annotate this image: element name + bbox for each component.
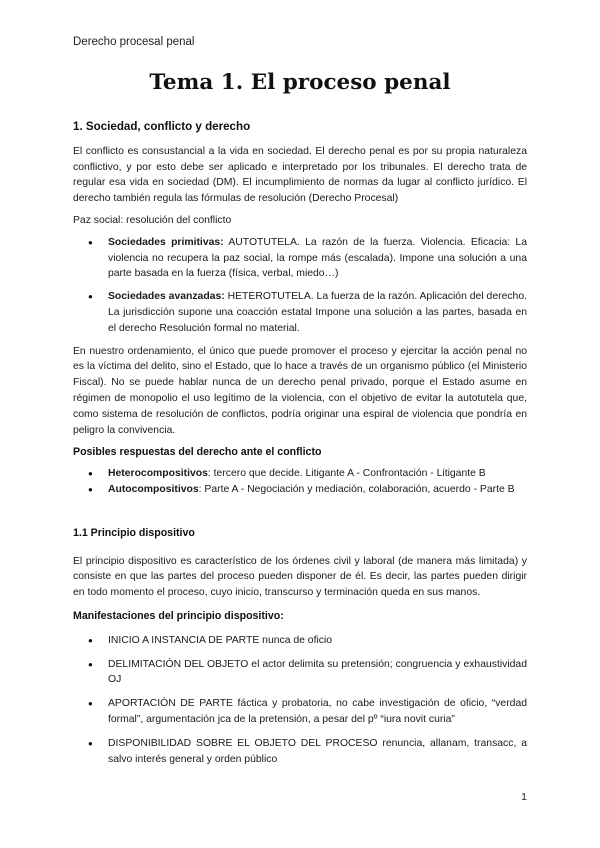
paz-social-line: Paz social: resolución del conflicto xyxy=(73,214,232,226)
page-number: 1 xyxy=(521,791,527,803)
list-item-text: HETEROTUTELA. La fuerza de la razón. Aplicación del derecho. La jurisdicción supone una coacción estatal Impone una solución a las partes, basada en el derecho Resolución formal no material. xyxy=(108,291,527,334)
ordenamiento-paragraph: En nuestro ordenamiento, el único que puede promover el proceso y ejercitar la acción penal no es la víctima del delito, sino el Estado, que lo hace a través de un organismo público (el Ministerio Fiscal). No se puede hablar nunca de un derecho penal privado, porque el Estado asume en régimen de monopolio el uso legítimo de la violencia, con el objetivo de evitar la autotutela que, como sistema de resolución de conflictos, podría originar una espiral de violencia que pondría en peligro la convivencia. xyxy=(73,345,527,436)
section-heading-principio: 1.1 Principio dispositivo xyxy=(73,526,195,539)
respuestas-list xyxy=(73,466,527,498)
list-item xyxy=(73,289,527,336)
manifestaciones-list xyxy=(73,633,527,768)
list-item: ● INICIO A INSTANCIA DE PARTE nunca de oficio xyxy=(73,633,527,649)
list-item: ● APORTACIÓN DE PARTE fáctica y probatoria, no cabe investigación de oficio, “verdad formal”, argumentación jca de la pretensión, a pesar del pº “iura novit curia” xyxy=(73,696,527,728)
page-title: Tema 1. El proceso penal xyxy=(149,70,451,95)
list-item xyxy=(73,235,527,282)
list-item-label: Sociedades avanzadas: xyxy=(108,291,225,303)
list-item xyxy=(73,466,527,482)
manifestaciones-heading: Manifestaciones del principio dispositivo: xyxy=(73,609,284,622)
respuestas-heading: Posibles respuestas del derecho ante el conflicto xyxy=(73,446,322,459)
societies-list xyxy=(73,235,527,337)
list-item-label: Autocompositivos xyxy=(108,483,199,495)
list-item xyxy=(73,482,527,498)
list-item: ● DELIMITACIÓN DEL OBJETO el actor delimita su pretensión; congruencia y exhaustividad OJ xyxy=(73,657,527,689)
list-item-label: Sociedades primitivas: xyxy=(108,236,224,248)
document-body xyxy=(73,119,527,767)
list-item-text: AUTOTUTELA. La razón de la fuerza. Violencia. Eficacia: La violencia no recupera la paz social, la rompe más (escalada). Impone una solución a una parte basada en la fuerza (física, verbal, miedo…) xyxy=(108,236,527,280)
running-header: Derecho procesal penal xyxy=(73,36,195,48)
principio-paragraph: El principio dispositivo es característico de los órdenes civil y laboral (de manera más limitada) y consiste en que las partes del proceso pueden disponer de él. Es decir, las partes pueden dirigir en todo momento el proceso, cuyo inicio, transcurso y terminación queda en sus manos. xyxy=(73,555,527,599)
list-item-label: Heterocompositivos xyxy=(108,468,208,480)
list-item-text: : tercero que decide. Litigante A - Confrontación - Litigante B xyxy=(207,468,486,480)
section-heading-sociedad: 1. Sociedad, conflicto y derecho xyxy=(73,120,251,133)
list-item: ● DISPONIBILIDAD SOBRE EL OBJETO DEL PROCESO renuncia, allanam, transacc, a salvo interés general y orden público xyxy=(73,736,527,768)
list-item-text: : Parte A - Negociación y mediación, colaboración, acuerdo - Parte B xyxy=(198,483,515,495)
intro-paragraph: El conflicto es consustancial a la vida en sociedad. El derecho penal es por su propia naturaleza conflictivo, y por esto debe ser aplicado e interpretado por los tribunales. El derecho trata de regular esa vida en sociedad (DM). El incumplimiento de normas da lugar al conflicto jurídico. El derecho también regula las fórmulas de resolución (Derecho Procesal) xyxy=(73,145,527,205)
